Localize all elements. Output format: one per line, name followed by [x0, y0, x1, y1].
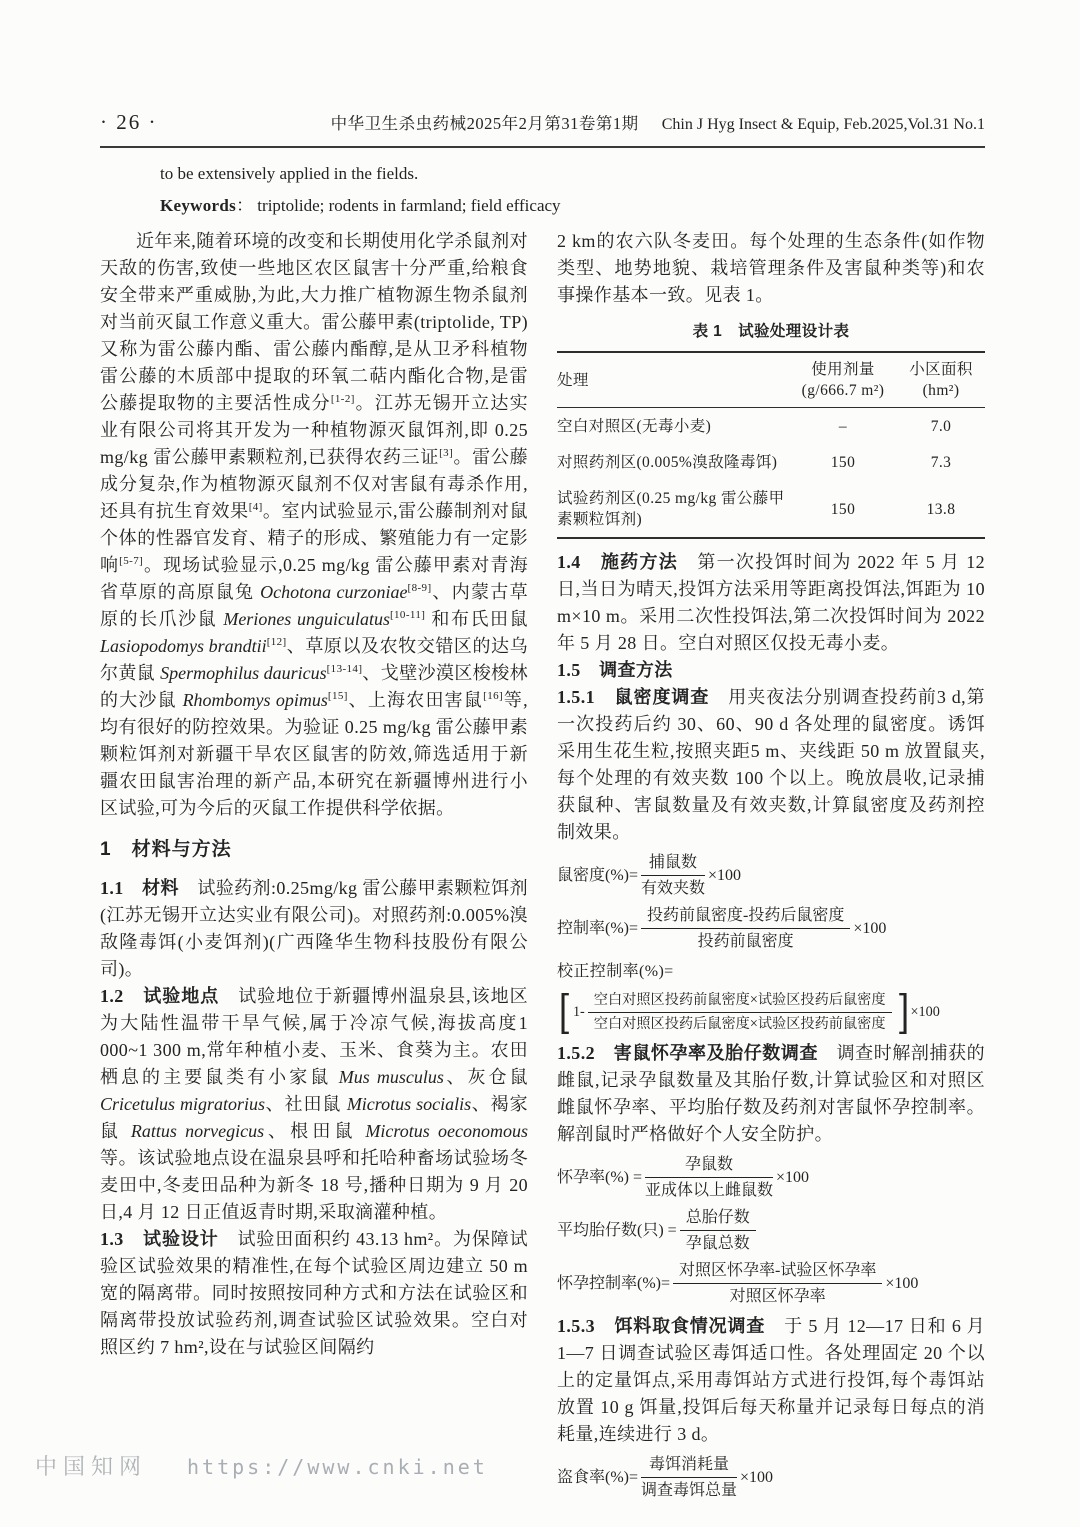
keywords-line — [160, 190, 840, 222]
cnki-logo-text: 中国知网 — [35, 1454, 148, 1479]
paragraph-1-5-1-density-survey: 1.5.1 鼠密度调查 用夹夜法分别调查投药前3 d,第一次投药后约 30、60、90 d 各处理的鼠密度。诱饵采用生花生粒,按照夹距5 m、夹线距 50 m 放置鼠夹,每个处理的有效夹数 100 个以上。晚放晨收,记录捕获鼠种、害鼠数量及有效夹数,计算鼠密度及药剂控制效果。 — [557, 687, 985, 842]
cell-dose: 150 — [830, 454, 856, 471]
formula-lhs: 控制率(%)= — [557, 920, 639, 937]
column-header-treatment: 处理 — [557, 371, 589, 389]
keywords-label: Keywords — [160, 196, 237, 215]
paragraph-1-5-3-bait-consumption: 1.5.3 饵料取食情况调查 于 5 月 12—17 日和 6 月 1—7 日调查试验区毒饵适口性。各处理固定 20 个以上的定量饵点,采用毒饵站方式进行投饵,每个毒饵站放置 10 g 饵量,投饵后每天称量并记录每日每点的消耗量,连续进行 3 d。 — [557, 1316, 986, 1444]
table-row — [557, 444, 985, 480]
paragraph-1-5-survey-methods: 1.5 调查方法 — [557, 660, 673, 680]
continuation-paragraph: 2 km的农六队冬麦田。每个处理的生态条件(如作物类型、地势地貌、栽培管理条件及害鼠种类等)和农事操作基本一致。见表 1。 — [557, 231, 985, 305]
fraction: $\frac{\text{投药前鼠密度-投药后鼠密度}}{\text{投药前鼠密度}}$ — [641, 905, 850, 952]
formula-rat-density — [557, 852, 985, 899]
cell-area: 7.3 — [930, 454, 952, 471]
formula-rhs: ×100 — [708, 867, 742, 884]
right-column — [557, 228, 985, 1507]
formula-lhs: 怀孕控制率(%)= — [557, 1275, 671, 1292]
formula-rhs: ×100 — [885, 1275, 919, 1292]
fraction: $\frac{\text{毒饵消耗量}}{\text{调查毒饵总量}}$ — [641, 1456, 738, 1499]
intro-paragraph: 近年来,随着环境的改变和长期使用化学杀鼠剂对天敌的伤害,致使一些地区农区鼠害十分严重,给粮食安全带来严重威胁,为此,大力推广植物源生物杀鼠剂对当前灭鼠工作意义重大。雷公藤甲素(triptolide, TP)又称为雷公藤内酯、雷公藤内酯醇,是从卫矛科植物雷公藤的木质部中提取的环氧二萜内酯化合物,是雷公藤提取物的主要活性成分[1-2]。江苏无锡开立达实业有限公司将其开发为一种植物源灭鼠饵剂,即 0.25 mg/kg 雷公藤甲素颗粒剂,已获得农药三证[3]。雷公藤成分复杂,作为植物源灭鼠剂不仅对害鼠有毒杀作用,还具有抗生育效果[4]。室内试验显示,雷公藤制剂对鼠个体的性器官发育、精子的形成、繁殖能力有一定影响[5-7]。现场试验显示,0.25 mg/kg 雷公藤甲素对青海省草原的高原鼠兔 Ochotona curzoniae[8-9]、内蒙古草原的长爪沙鼠 Meriones unguiculatus[10-11] 和布氏田鼠 Lasiopodomys brandtii[12]、草原以及农牧交错区的达乌尔黄鼠 Spermophilus dauricus[13-14]、戈壁沙漠区梭梭林的大沙鼠 Rhombomys opimus[15]、上海农田害鼠[16]等,均有很好的防控效果。为验证 0.25 mg/kg 雷公藤甲素颗粒饵剂对新疆干旱农区鼠害的防效,筛选适用于新疆农田鼠害治理的新产品,本研究在新疆博州进行小区试验,可为今后的灭鼠工作提供科学依据。 — [100, 231, 529, 818]
formula-pre: 1- — [572, 1004, 585, 1020]
header-rule — [100, 146, 985, 148]
formula-corrected-control-rate — [557, 984, 985, 1039]
column-header-area: 小区面积 (hm²) — [909, 361, 973, 399]
cnki-url: https://www.cnki.net — [187, 1455, 488, 1479]
cell-dose: – — [838, 418, 848, 435]
cell-area: 13.8 — [926, 500, 956, 518]
cell-dose: 150 — [830, 500, 856, 518]
fraction: $\frac{\text{空白对照区投药前鼠密度×试验区投药后鼠密度}}{\text{空白对照区投药后鼠密度×试验区投药前鼠密度}}$ — [588, 991, 892, 1034]
cell-treatment: 空白对照区(无毒小麦) — [557, 418, 712, 435]
formula-rhs: ×100 — [910, 1004, 940, 1020]
fraction: $\frac{\text{孕鼠数}}{\text{亚成体以上雌鼠数}}$ — [645, 1156, 774, 1199]
left-bracket: [ — [558, 984, 572, 1039]
paragraph-1-1-materials: 1.1 材料 试验药剂:0.25mg/kg 雷公藤甲素颗粒饵剂(江苏无锡开立达实业有限公司)。对照药剂:0.005%溴敌隆毒饵(小麦饵剂)(广西隆华生物科技股份有限公司)。 — [100, 878, 528, 979]
page-header — [100, 110, 985, 135]
table-header-row — [557, 352, 985, 408]
formula-lhs: 盗食率(%)= — [557, 1469, 639, 1486]
page-number: · 26 · — [100, 110, 158, 134]
formula-pregnancy-rate — [557, 1154, 985, 1201]
paragraph-1-2-site: 1.2 试验地点 试验地位于新疆博州温泉县,该地区为大陆性温带干旱气候,属于冷凉气候,海拔高度1 000~1 300 m,常年种植小麦、玉米、食葵为主。农田栖息的主要鼠类有小家鼠 Mus musculus、灰仓鼠 Cricetulus migratorius、社田鼠 Microtus socialis、褐家鼠 Rattus norvegicus、根田鼠 Microtus oeconomous 等。该试验地点设在温泉县呼和托哈种畜场试验场冬麦田中,冬麦田品种为新冬 18 号,播种日期为 9 月 20 日,4 月 12 日正值返青时期,采取滴灌种植。 — [100, 986, 529, 1222]
paragraph-1-4-application: 1.4 施药方法 第一次投饵时间为 2022 年 5 月 12 日,当日为晴天,投饵方法采用等距离投饵法,饵距为 10 m×10 m。采用二次性投饵法,第二次投饵时间为 2022 年 5 月 28 日。空白对照区仅投无毒小麦。 — [557, 552, 985, 653]
keywords-text: ： triptolide; rodents in farmland; field efficacy — [236, 196, 561, 215]
column-header-dose: 使用剂量 (g/666.7 m²) — [801, 361, 885, 399]
journal-title-cn: 中华卫生杀虫药械2025年2月第31卷第1期 — [330, 114, 639, 133]
paragraph-1-3-design: 1.3 试验设计 试验田面积约 43.13 hm²。为保障试验区试验效果的精准性,在每个试验区周边建立 50 m 宽的隔离带。同时按照按同种方式和方法在试验区和隔离带投放试验药剂,调查试验区试验效果。空白对照区约 7 hm²,设在与试验区间隔约 — [100, 1229, 529, 1357]
table-row — [557, 408, 985, 445]
journal-title-en: Chin J Hyg Insect & Equip, Feb.2025,Vol.31 No.1 — [661, 116, 985, 133]
fraction: $\frac{\text{对照区怀孕率-试验区怀孕率}}{\text{对照区怀孕率}}$ — [673, 1260, 882, 1307]
cnki-watermark — [35, 1450, 488, 1481]
fraction: $\frac{\text{捕鼠数}}{\text{有效夹数}}$ — [641, 854, 706, 897]
formula-mean-litter-size — [557, 1207, 985, 1254]
cell-treatment: 对照药剂区(0.005%溴敌隆毒饵) — [557, 454, 778, 471]
cell-treatment: 试验药剂区(0.25 mg/kg 雷公藤甲素颗粒饵剂) — [557, 490, 785, 528]
paragraph-1-5-2-pregnancy-survey: 1.5.2 害鼠怀孕率及胎仔数调查 调查时解剖捕获的雌鼠,记录孕鼠数量及其胎仔数,计算试验区和对照区雌鼠怀孕率、平均胎仔数及药剂对害鼠怀孕控制率。解剖鼠时严格做好个人安全防护。 — [557, 1043, 986, 1144]
table-1-caption: 表 1 试验处理设计表 — [692, 323, 850, 340]
section-heading-materials-methods: 1 材料与方法 — [100, 839, 232, 860]
cell-area: 7.0 — [930, 418, 952, 435]
formula-rhs: ×100 — [853, 920, 887, 937]
fraction: $\frac{\text{总胎仔数}}{\text{孕鼠总数}}$ — [680, 1207, 756, 1254]
formula-lhs: 鼠密度(%)= — [557, 867, 639, 884]
formula-pregnancy-control-rate — [557, 1260, 985, 1307]
formula-bait-theft-rate — [557, 1454, 985, 1501]
formula-rhs: ×100 — [740, 1469, 774, 1486]
table-1 — [557, 351, 985, 539]
abstract-tail-line: to be extensively applied in the fields. — [160, 164, 419, 183]
right-bracket: ] — [896, 984, 909, 1039]
corrected-control-rate-label: 校正控制率(%)= — [557, 963, 674, 980]
abstract-tail-block — [160, 158, 840, 222]
formula-control-rate — [557, 905, 985, 952]
formula-rhs: ×100 — [776, 1169, 810, 1186]
table-row — [557, 480, 985, 538]
formula-lhs: 平均胎仔数(只) = — [557, 1222, 677, 1239]
left-column — [100, 228, 528, 1361]
formula-lhs: 怀孕率(%) = — [557, 1169, 643, 1186]
